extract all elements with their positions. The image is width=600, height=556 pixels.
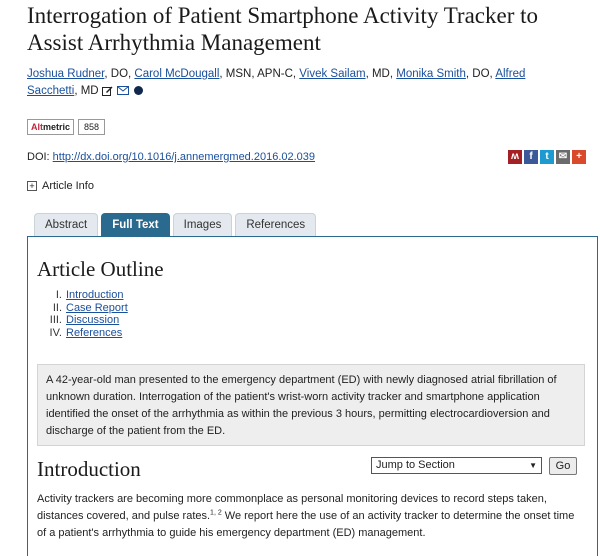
author-credential-2: , MSN, APN-C, — [219, 68, 300, 80]
doi-link[interactable]: http://dx.doi.org/10.1016/j.annemergmed.2016.02.039 — [52, 151, 316, 163]
outline-link-introduction[interactable]: Introduction — [66, 289, 124, 301]
article-info-toggle[interactable] — [27, 180, 94, 192]
mail-icon[interactable] — [117, 86, 129, 95]
author-link-1[interactable]: Joshua Rudner — [27, 68, 105, 80]
list-item: II. Case Report — [52, 301, 128, 314]
author-credential-4: , DO, — [465, 68, 496, 80]
list-item: I. Introduction — [55, 289, 124, 301]
altmetric-badge[interactable] — [27, 119, 105, 135]
article-info-label: Article Info — [42, 180, 94, 192]
outline-link-case-report[interactable]: Case Report — [66, 301, 128, 314]
doi-line — [27, 151, 315, 163]
share-toolbar — [508, 150, 586, 164]
article-tabs — [34, 213, 316, 236]
altmetric-logo: Altmetric — [27, 119, 74, 135]
article-outline-heading: Article Outline — [37, 257, 164, 281]
author-list — [27, 66, 572, 100]
outline-link-references[interactable]: References — [66, 326, 123, 339]
author-credential-3: , MD, — [365, 68, 397, 80]
tab-references[interactable]: References — [235, 213, 316, 236]
go-button[interactable]: Go — [549, 457, 577, 475]
introduction-paragraph: Activity trackers are becoming more commonplace as personal monitoring devices to record steps taken, distances covered, and pulse rates.$^{1, 2}$ We report here the use of an activity tracker to determine the onset time of a patient's arrhythmia to guide his emergency department (ED) management. — [37, 493, 575, 539]
facebook-icon[interactable]: f — [524, 150, 538, 164]
doi-label: DOI: — [27, 151, 53, 163]
more-icon[interactable]: + — [572, 150, 586, 164]
article-title: Interrogation of Patient Smartphone Activity Tracker to Assist Arrhythmia Management — [27, 3, 539, 55]
tab-full-text[interactable]: Full Text — [101, 213, 169, 236]
list-item: III. Discussion — [49, 314, 120, 326]
introduction-heading: Introduction — [37, 457, 141, 481]
altmetric-score: 858 — [78, 119, 105, 135]
outline-link-discussion[interactable]: Discussion — [66, 314, 120, 326]
author-link-4[interactable]: Monika Smith — [396, 68, 466, 80]
twitter-icon[interactable]: t — [540, 150, 554, 164]
dropdown-caret-icon: ▼ — [529, 461, 537, 470]
list-item: IV. References — [49, 326, 123, 339]
abstract-box: A 42-year-old man presented to the emergency department (ED) with newly diagnosed atrial fibrillation of unknown duration. Interrogation of the patient's wrist-worn activity tracker and smartphone application identified the onset of the arrhythmia as within the previous 3 hours, permitting electrocardioversion and discharge of the patient from the ED. — [37, 364, 585, 446]
expand-plus-icon: + — [27, 181, 37, 191]
email-icon[interactable]: ✉ — [556, 150, 570, 164]
jump-to-section-select[interactable] — [371, 457, 542, 474]
tab-abstract[interactable]: Abstract — [34, 213, 98, 236]
orcid-dot-icon[interactable] — [134, 86, 143, 95]
author-credential-5: , MD — [74, 85, 99, 97]
mendeley-icon[interactable]: ʍ — [508, 150, 522, 164]
edit-icon[interactable] — [102, 86, 113, 96]
author-credential-1: , DO, — [104, 68, 135, 80]
jump-select-value: Jump to Section — [376, 459, 455, 471]
article-outline-list — [48, 289, 128, 339]
author-link-3[interactable]: Vivek Sailam — [299, 68, 366, 80]
citation-refs[interactable]: 1, 2 — [210, 509, 222, 517]
author-link-5[interactable]: Alfred Sacchetti — [27, 68, 526, 97]
author-link-2[interactable]: Carol McDougall — [134, 68, 220, 80]
tab-images[interactable]: Images — [173, 213, 233, 236]
